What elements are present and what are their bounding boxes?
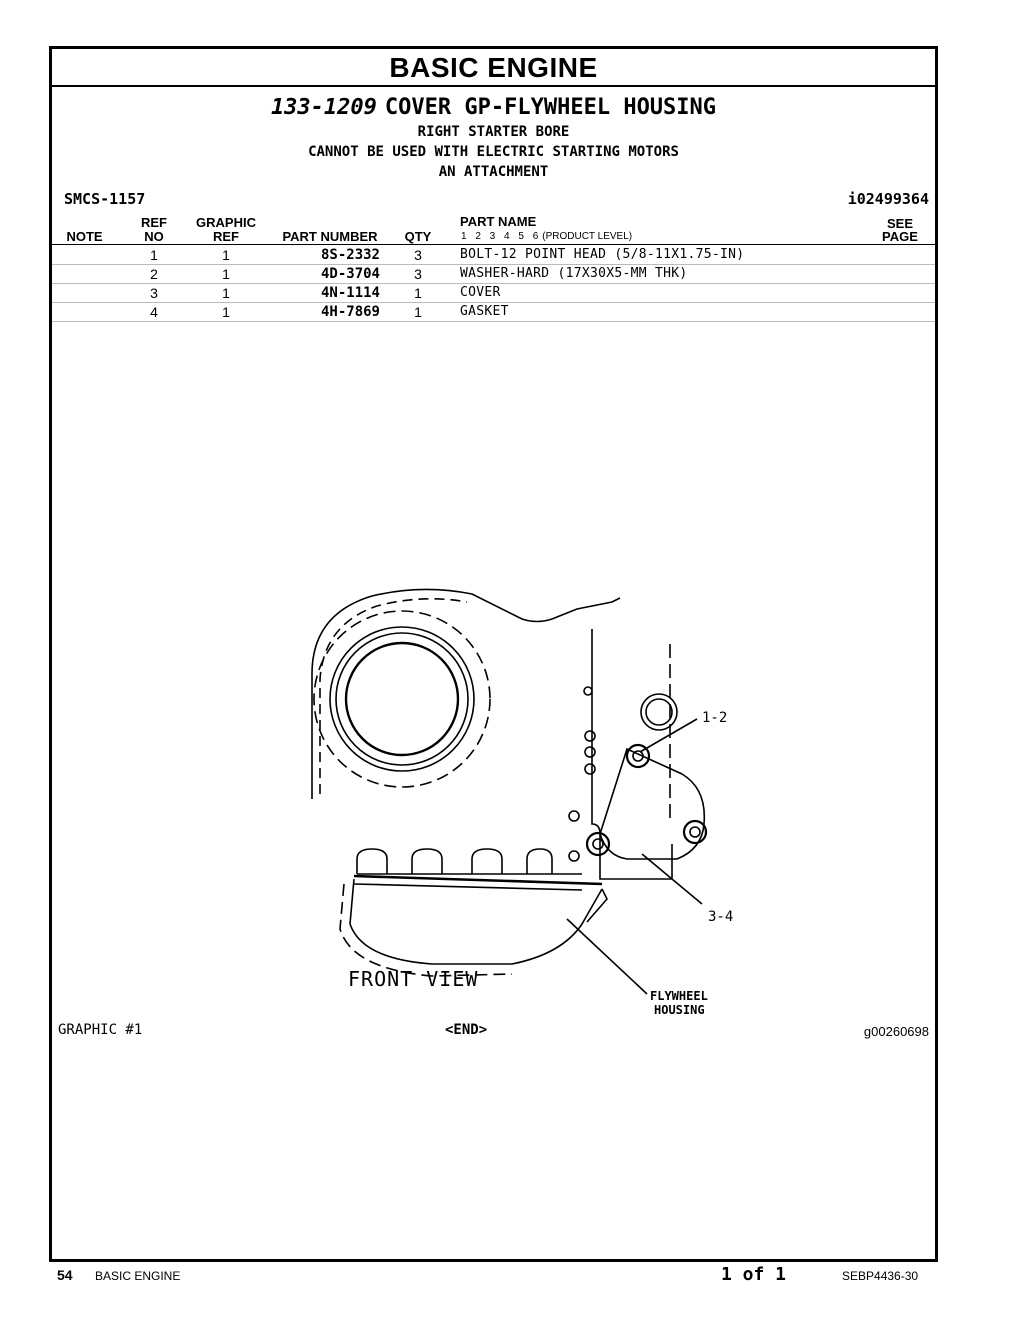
part-number: 4D-3704 <box>320 266 380 282</box>
side-plate <box>592 629 672 879</box>
part-name: WASHER-HARD (17X30X5-MM THK) <box>460 266 688 281</box>
graphic-ref: 1 <box>222 304 230 320</box>
quantity: 3 <box>414 266 422 282</box>
header-part-name: PART NAME <box>460 214 537 229</box>
group-note-3: AN ATTACHMENT <box>438 164 549 180</box>
bolt-hole <box>585 731 595 741</box>
header-see-top: SEE <box>886 216 913 231</box>
level-numbers: 1 2 3 4 5 6 <box>461 231 539 242</box>
leader-1-2 <box>640 719 697 752</box>
flywheel-housing-drawing <box>282 584 752 1017</box>
part-name: COVER <box>460 285 501 300</box>
section-header <box>52 49 935 87</box>
quantity: 3 <box>414 247 422 263</box>
callout-1-2: 1-2 <box>702 710 728 726</box>
footer-section: BASIC ENGINE <box>95 1269 181 1283</box>
graphic-ref: 1 <box>222 266 230 282</box>
table-row <box>52 284 935 303</box>
graphic-ref: 1 <box>222 285 230 301</box>
ref-no: 4 <box>150 304 158 320</box>
bolt-hole <box>569 851 579 861</box>
bore-inner-ring <box>346 643 458 755</box>
ref-no: 3 <box>150 285 158 301</box>
table-row <box>52 246 935 265</box>
part-name: GASKET <box>460 304 509 319</box>
header-note: NOTE <box>66 229 103 244</box>
header-ref-top: REF <box>141 215 167 230</box>
callout-3-4: 3-4 <box>708 909 734 925</box>
group-number: 133-1209 <box>270 95 377 120</box>
product-level-label: (PRODUCT LEVEL) <box>542 231 633 242</box>
header-graphic-top: GRAPHIC <box>196 215 256 230</box>
leader-flywheel <box>567 919 647 994</box>
group-note-1: RIGHT STARTER BORE <box>417 124 570 140</box>
bore-outer-ring <box>330 627 474 771</box>
header-graphic-bottom: REF <box>213 229 239 244</box>
graphic-id: g00260698 <box>863 1024 929 1039</box>
page-number: 54 <box>57 1267 73 1283</box>
bolt-hole <box>569 811 579 821</box>
ref-no: 1 <box>150 247 158 263</box>
graphic-label: GRAPHIC #1 <box>58 1022 143 1038</box>
page-of: 1 of 1 <box>721 1264 787 1285</box>
housing-scallops <box>357 849 552 874</box>
part-number: 4N-1114 <box>320 285 380 301</box>
header-see-bottom: PAGE <box>882 229 918 244</box>
lower-housing <box>350 879 602 964</box>
header-qty: QTY <box>404 229 432 244</box>
part-number: 4H-7869 <box>320 304 380 320</box>
port-circle-inner <box>646 699 672 725</box>
ref-no: 2 <box>150 266 158 282</box>
flywheel-label-2: HOUSING <box>654 1003 705 1017</box>
flange-line-lower <box>354 884 582 890</box>
starter-cover <box>600 749 704 859</box>
quantity: 1 <box>414 304 422 320</box>
product-levels <box>461 231 632 242</box>
housing-outline <box>312 589 620 799</box>
cover-bolt-head <box>593 839 603 849</box>
flange-line <box>354 876 602 884</box>
header-ref-bottom: NO <box>144 229 164 244</box>
bore-mid-ring <box>336 633 468 765</box>
smcs-code: SMCS-1157 <box>64 190 146 208</box>
document-number: SEBP4436-30 <box>842 1269 919 1283</box>
bolt-hole <box>584 687 592 695</box>
section-title: BASIC ENGINE <box>389 52 598 83</box>
group-name: COVER GP-FLYWHEEL HOUSING <box>384 95 717 120</box>
bore-dashed-ring <box>314 611 490 787</box>
flywheel-label-1: FLYWHEEL <box>650 989 708 1003</box>
cover-bolt-head <box>690 827 700 837</box>
view-label: FRONT VIEW <box>348 967 479 991</box>
end-marker: <END> <box>445 1022 488 1038</box>
illustration-id: i02499364 <box>847 190 929 208</box>
header-part-number: PART NUMBER <box>282 229 378 244</box>
quantity: 1 <box>414 285 422 301</box>
part-number: 8S-2332 <box>320 247 380 263</box>
bolt-hole <box>585 764 595 774</box>
group-title <box>52 95 935 120</box>
lower-housing-dashed <box>340 884 512 976</box>
graphic-ref: 1 <box>222 247 230 263</box>
part-name: BOLT-12 POINT HEAD (5/8-11X1.75-IN) <box>460 247 745 262</box>
header-rule <box>52 244 935 245</box>
bolt-hole <box>585 747 595 757</box>
lower-housing-edge <box>587 889 607 922</box>
cover-bolt <box>587 833 609 855</box>
page-frame <box>49 46 938 1262</box>
table-row <box>52 303 935 322</box>
table-row <box>52 265 935 284</box>
group-note-2: CANNOT BE USED WITH ELECTRIC STARTING MOTORS <box>308 144 679 160</box>
